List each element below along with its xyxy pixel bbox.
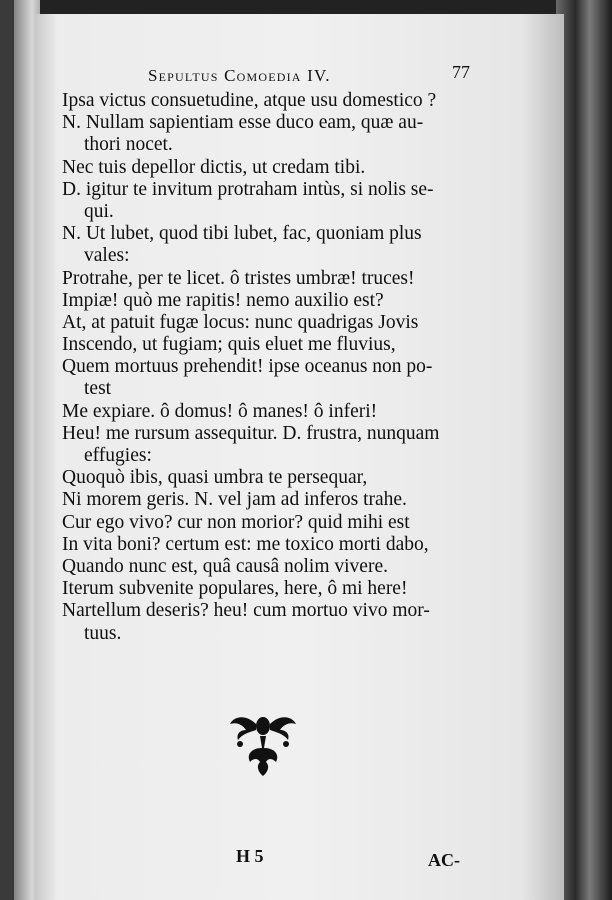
book-right-edge (556, 0, 612, 900)
text-line: D. igitur te invitum protraham intùs, si nolis se- (62, 178, 434, 200)
text-line: Nec tuis depellor dictis, ut credam tibi. (62, 156, 366, 178)
text-line: Heu! me rursum assequitur. D. frustra, nunquam (62, 422, 440, 444)
text-line: qui. (84, 200, 114, 222)
text-line: Quoquò ibis, quasi umbra te persequar, (62, 467, 368, 489)
catchword: AC- (428, 850, 460, 870)
verse-text-block (62, 90, 492, 645)
page-number: 77 (452, 62, 470, 82)
text-line: Me expiare. ô domus! ô manes! ô inferi! (62, 400, 378, 422)
text-line: Quando nunc est, quâ causâ nolim vivere. (62, 555, 388, 577)
text-line: N. Ut lubet, quod tibi lubet, fac, quoniam plus (62, 223, 422, 245)
text-line: effugies: (84, 445, 152, 466)
text-line: In vita boni? certum est: me toxico morti dabo, (62, 533, 429, 555)
text-line: At, at patuit fugæ locus: nunc quadrigas Jovis (62, 311, 419, 333)
text-line: test (84, 378, 112, 400)
text-line: vales: (84, 245, 130, 267)
text-line: Iterum subvenite populares, here, ô mi here! (62, 578, 408, 600)
text-line: Quem mortuus prehendit! ipse oceanus non po- (62, 356, 433, 378)
text-line: tuus. (84, 622, 122, 644)
text-line: Ni morem geris. N. vel jam ad inferos trahe. (62, 489, 407, 511)
running-title: Sepultus Comoedia IV. (148, 66, 331, 85)
running-header (148, 62, 470, 90)
text-line: Nartellum deseris? heu! cum mortuo vivo mor- (62, 600, 430, 622)
book-binding-shadow (0, 0, 14, 900)
signature-mark: H 5 (236, 846, 264, 866)
text-line: thori nocet. (84, 134, 173, 156)
text-line: Inscendo, ut fugiam; quis eluet me fluvius, (62, 334, 396, 356)
text-line: Cur ego vivo? cur non morior? quid mihi est (62, 511, 410, 533)
text-line: Protrahe, per te licet. ô tristes umbræ! truces! (62, 267, 415, 289)
text-line: Impiæ! quò me rapitis! nemo auxilio est? (62, 289, 384, 311)
floral-ornament-icon (226, 708, 300, 778)
text-line: Ipsa victus consuetudine, atque usu domestico ? (62, 90, 437, 111)
text-line: N. Nullam sapientiam esse duco eam, quæ au- (62, 112, 424, 134)
